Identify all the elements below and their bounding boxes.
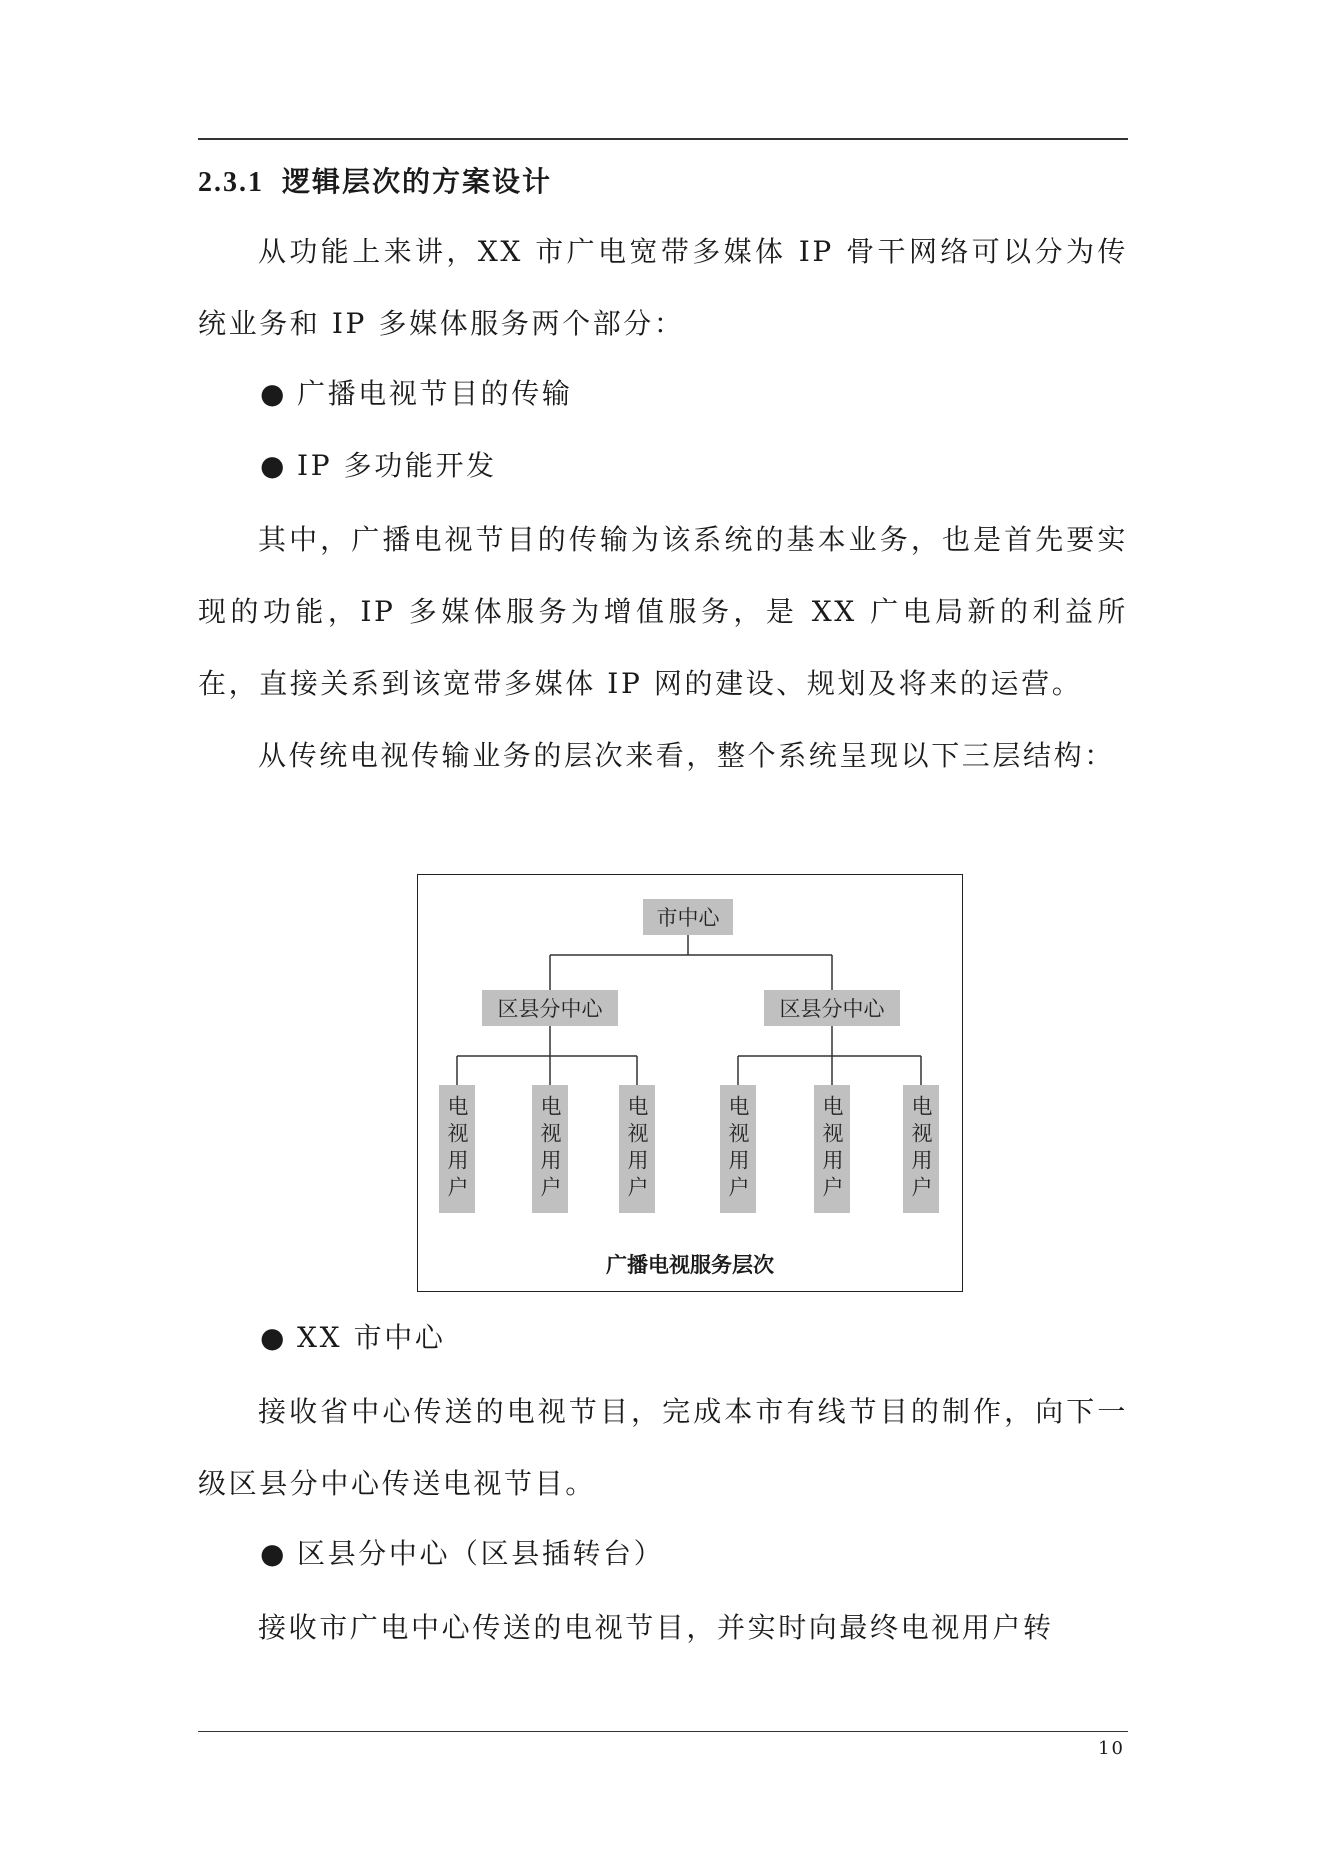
node-tv-user: 电视用户 [439, 1085, 475, 1213]
node-city-center: 市中心 [643, 899, 733, 935]
paragraph-structure: 从传统电视传输业务的层次来看，整个系统呈现以下三层结构： [258, 739, 1115, 772]
diagram-connectors [418, 875, 964, 1293]
bullet-dot-icon: ● [260, 1321, 288, 1354]
section-heading [198, 160, 552, 200]
bullet-dot-icon: ● [260, 449, 288, 482]
hierarchy-diagram [417, 874, 963, 1292]
footer-rule [198, 1731, 1128, 1732]
bullet-item [260, 1318, 445, 1358]
bullet-text: XX 市中心 [297, 1321, 446, 1354]
bullet-item [260, 374, 572, 414]
page-number: 10 [1098, 1738, 1125, 1759]
paragraph-city-center: 接收省中心传送的电视节目，完成本市有线节目的制作，向下一级区县分中心传送电视节目。 [198, 1395, 1128, 1500]
section-title: 逻辑层次的方案设计 [282, 165, 553, 198]
node-tv-user: 电视用户 [532, 1085, 568, 1213]
node-district-center: 区县分中心 [764, 990, 900, 1026]
node-district-center: 区县分中心 [482, 990, 618, 1026]
node-tv-user: 电视用户 [814, 1085, 850, 1213]
diagram-caption: 广播电视服务层次 [606, 1253, 774, 1277]
bullet-dot-icon: ● [260, 1537, 288, 1570]
bullet-text: 区县分中心（区县插转台） [297, 1537, 665, 1570]
bullet-text: IP 多功能开发 [297, 449, 497, 482]
node-tv-user: 电视用户 [903, 1085, 939, 1213]
bullet-item [260, 446, 497, 486]
bullet-dot-icon: ● [260, 377, 288, 410]
bullet-text: 广播电视节目的传输 [297, 377, 573, 410]
header-rule [198, 138, 1128, 140]
node-tv-user: 电视用户 [619, 1085, 655, 1213]
paragraph-intro: 从功能上来讲，XX 市广电宽带多媒体 IP 骨干网络可以分为传统业务和 IP 多媒体服务两个部分： [198, 235, 1128, 340]
bullet-item [260, 1534, 664, 1574]
node-tv-user: 电视用户 [720, 1085, 756, 1213]
paragraph-district-center: 接收市广电中心传送的电视节目，并实时向最终电视用户转 [258, 1611, 1054, 1644]
paragraph-business: 其中，广播电视节目的传输为该系统的基本业务，也是首先要实现的功能，IP 多媒体服务为增值服务，是 XX 广电局新的利益所在，直接关系到该宽带多媒体 IP 网的建设、规划及将来的运营。 [198, 523, 1128, 700]
section-number: 2.3.1 [198, 167, 264, 198]
